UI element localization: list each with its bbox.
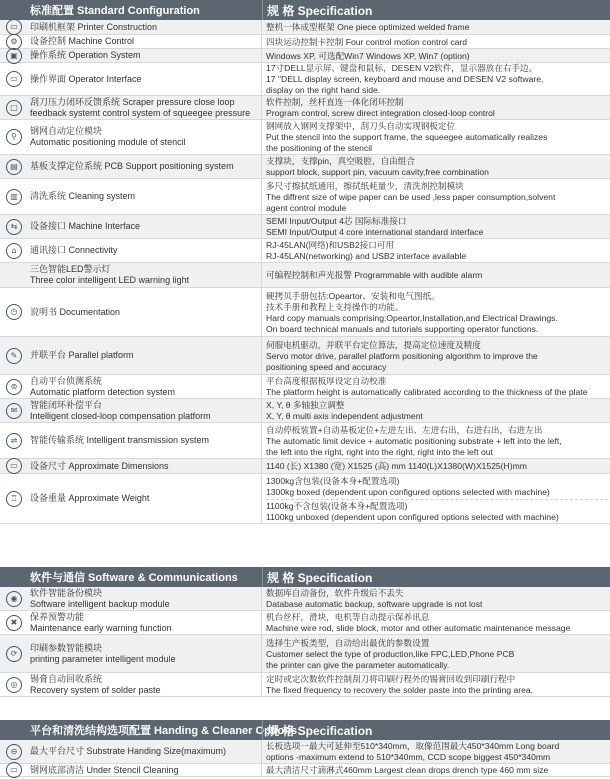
system-icon — [6, 48, 22, 64]
icon-glyph: ▭ — [10, 765, 18, 774]
feature-cell — [0, 288, 262, 336]
feature-label — [30, 765, 179, 776]
icon-glyph: □ — [10, 102, 18, 112]
spec-line: Servo motor drive, parallel platform positioning algorithm to improve the — [266, 350, 538, 361]
platform-icon — [6, 348, 22, 364]
icon-glyph: ▭ — [10, 461, 18, 470]
spec-line: 选择生产板类型，自动给出最优的参数设置 — [266, 637, 430, 648]
spec-line: 1100kg不含包装(设备本身+配置选项) — [266, 500, 408, 511]
icon-glyph: ⚲ — [11, 132, 17, 141]
spec-line: the printer can give the parameter automatically. — [266, 659, 450, 670]
icon-glyph: ▣ — [10, 50, 18, 60]
feature-label-line: 设备重量 Approximate Weight — [30, 493, 150, 503]
spec-line: 可编程控制和声光报警 Programmable with audible alarm — [266, 270, 483, 280]
feature-label — [30, 461, 169, 472]
feature-cell — [0, 179, 262, 214]
spec-line: 钢网放入钢网支撑架中，刮刀头自动实现钢板定位 — [266, 121, 456, 131]
feature-cell — [0, 423, 262, 458]
feature-label-line: 智能闭环补偿平台 — [30, 399, 103, 410]
table-row — [0, 337, 610, 375]
spec-table — [0, 587, 610, 697]
spec-line: 17 "DELL display screen, keyboard and mouse and DESEN V2 software, — [266, 74, 544, 84]
drench-icon — [6, 762, 22, 778]
icon-glyph: ⇆ — [10, 221, 18, 231]
feature-label — [30, 307, 120, 318]
spec-line: 数据库自动备份，软件升级后不丢失 — [266, 588, 404, 598]
spec-line: The automatic limit device + automatic positioning substrate + left into the left, — [266, 435, 562, 446]
feature-cell — [0, 263, 262, 287]
network-icon — [6, 243, 22, 259]
specification-cell — [262, 587, 610, 610]
spec-line: positioning speed and accuracy — [266, 361, 387, 372]
section-title: 软件与通信 Software & Communications — [30, 572, 238, 584]
cleaning-icon — [6, 189, 22, 205]
table-row — [0, 120, 610, 155]
feature-label — [30, 746, 226, 757]
feature-label-line: 操作界面 Operator Interface — [30, 73, 142, 84]
spec-line: X, Y, θ 多轴独立调整 — [266, 400, 345, 410]
feature-label-line: 钢网自动定位模块 — [30, 126, 103, 136]
spec-line: RJ-45LAN(networking) and USB2 interface available — [266, 251, 467, 261]
icon-glyph: ▤ — [10, 161, 18, 171]
section-title: 标准配置 Standard Configuration — [30, 5, 200, 17]
spec-line: 长板选项一最大可延伸至510*340mm，取像范围最大450*340mm Long board — [266, 741, 560, 751]
table-row — [0, 155, 610, 179]
feature-label-line: 设备尺寸 Approximate Dimensions — [30, 460, 169, 471]
compensation-icon — [6, 403, 22, 419]
feature-label — [30, 22, 157, 33]
feature-label — [30, 221, 140, 232]
feature-label — [30, 435, 209, 446]
specification-cell — [262, 263, 610, 287]
spec-line: 机台丝杆，滑块，电机等自动提示保养讯息 — [266, 612, 430, 622]
feature-cell — [0, 764, 262, 776]
feature-label-line: 设备接口 Machine Interface — [30, 221, 141, 231]
table-row — [0, 215, 610, 239]
specification-cell — [262, 215, 610, 238]
spec-line: agent control module — [266, 202, 347, 213]
spec-line: 1300kg boxed (dependent upon configured options selected with machine) — [266, 486, 550, 497]
specification-cell — [262, 740, 610, 763]
table-row — [0, 459, 610, 474]
specification-cell — [262, 459, 610, 473]
icon-glyph: ⊖ — [10, 746, 18, 756]
feature-label-line: 清洗系统 Cleaning system — [30, 191, 136, 201]
handing-cleaner-options-section — [0, 720, 610, 777]
spec-line: 1140 (长) X1380 (宽) X1525 (高) mm 1140(L)X1380(W)X1525(H)mm — [266, 461, 527, 471]
spec-line: X, Y, θ multi axis independent adjustment — [266, 411, 423, 421]
feature-label-line: 三色智能LED警示灯 — [30, 264, 111, 274]
specification-cell — [262, 179, 610, 214]
feature-cell — [0, 20, 262, 34]
feature-label-line: 设备控制 Machine Control — [30, 36, 135, 46]
feature-cell — [0, 635, 262, 672]
blank-icon — [6, 267, 22, 283]
spec-line: 伺服电机驱动，并联平台定位算法，提高定位速度及精度 — [266, 339, 481, 350]
feature-label-line: feedback systemt control system of squeegee pressure — [30, 107, 251, 118]
spec-line: 硬拷贝手册包括:Opeartor、安装和电气图纸。 — [266, 290, 440, 301]
table-row — [0, 96, 610, 120]
feature-label-line: 刮刀压力闭环反馈系统 Scraper pressure close loop — [30, 96, 235, 107]
feature-label — [30, 74, 142, 85]
feature-label-line: Maintenance early warning function — [30, 622, 172, 633]
icon-glyph: ✎ — [10, 350, 18, 360]
feature-label-line: 说明书 Documentation — [30, 306, 121, 317]
table-row — [0, 611, 610, 635]
feature-cell — [0, 474, 262, 523]
spec-line: 技术手册和教程上支持操作的功能。 — [266, 301, 404, 312]
spec-subrow — [266, 500, 608, 524]
specification-cell — [262, 399, 610, 422]
feature-cell — [0, 587, 262, 610]
specification-header: 规 格 Specification — [262, 0, 610, 20]
spec-line: The fixed frequency to recovery the solder paste into the printing area. — [266, 685, 534, 695]
squeegee-icon — [6, 100, 22, 116]
specification-cell — [262, 474, 610, 523]
spec-line: 软件控制，丝杆直连一体化闭环控制 — [266, 97, 404, 107]
table-row — [0, 673, 610, 697]
feature-label-line: 智能传输系统 Intelligent transmission system — [30, 435, 210, 445]
table-row — [0, 239, 610, 263]
specification-cell — [262, 673, 610, 696]
spec-line: 自动停板装置+自动基板定位+左进左出、左进右出，右进右出，右进左出 — [266, 424, 543, 435]
icon-glyph: ◎ — [10, 679, 18, 689]
feature-cell — [0, 740, 262, 763]
specification-cell — [262, 239, 610, 262]
table-row — [0, 49, 610, 63]
feature-label-line: 自动平台侦测系统 — [30, 375, 103, 386]
spec-line: 定时或定次数软件控制刮刀将印刷行程外的锡膏回收到印刷行程中 — [266, 674, 516, 684]
spec-line: the left into the right, right into the right, right into the left out — [266, 446, 493, 457]
feature-label-line: Software intelligent backup module — [30, 598, 170, 609]
spec-line: options -maximum extend to 510*340mm, CCD scope biggest 450*340mm — [266, 752, 551, 762]
dimension-icon — [6, 458, 22, 474]
table-row — [0, 423, 610, 459]
spec-line: 平台高度根据板厚设定自动校准 — [266, 376, 387, 386]
spec-line: Customer select the type of production,like FPC,LED,Phone PCB — [266, 648, 515, 659]
spec-line: Put the stencil into the support frame, the squeegee automatically realizes — [266, 132, 548, 142]
feature-label-line: 锡膏自动回收系统 — [30, 673, 103, 684]
feature-label-line: 最大平台尺寸 Substrate Handing Size(maximum) — [30, 746, 227, 756]
feature-cell — [0, 215, 262, 238]
specification-cell — [262, 63, 610, 95]
feature-label — [30, 588, 170, 610]
spec-line: On board technical manuals and tutorials supporting operator functions. — [266, 323, 539, 334]
feature-label-line: Three color intelligent LED warning light — [30, 275, 190, 285]
spec-subrow — [266, 475, 608, 500]
feature-label-line: 保养预警功能 — [30, 611, 85, 622]
feature-label — [30, 126, 186, 148]
specification-cell — [262, 96, 610, 119]
specification-header: 规 格 Specification — [262, 567, 610, 587]
feature-label-line: printing parameter intelligent module — [30, 653, 176, 664]
spec-line: Windows XP, 可选配Win7 Windows XP, Win7 (option) — [266, 50, 470, 61]
spec-line: 四块运动控制卡控制 Four control motion control card — [266, 36, 468, 47]
specification-cell — [262, 288, 610, 336]
table-row — [0, 263, 610, 288]
section-title: 平台和清洗结构选项配置 Handing & Cleaner Options — [30, 725, 298, 737]
table-row — [0, 399, 610, 423]
feature-label-line: 软件智能备份模块 — [30, 587, 103, 598]
spec-table — [0, 740, 610, 777]
spec-line: display on the right hand side. — [266, 85, 381, 95]
wrench-icon — [6, 615, 22, 631]
weight-icon — [6, 491, 22, 507]
section-header — [0, 0, 610, 20]
feature-cell — [0, 375, 262, 398]
icon-glyph: ✉ — [10, 405, 18, 415]
transmission-icon — [6, 433, 22, 449]
icon-glyph: ✖ — [10, 617, 18, 627]
feature-cell — [0, 611, 262, 634]
feature-label-line: Intelligent closed-loop compensation platform — [30, 410, 211, 421]
table-row — [0, 63, 610, 96]
recycle-icon — [6, 677, 22, 693]
feature-label-line: Recovery system of solder paste — [30, 684, 161, 695]
feature-label-line: Automatic platform detection system — [30, 386, 176, 397]
feature-label — [30, 264, 189, 286]
specification-cell — [262, 20, 610, 34]
spec-line: 最大清洁尺寸滴淋式460mm Largest clean drops drench type 460 mm size — [266, 765, 549, 775]
specification-cell — [262, 49, 610, 62]
icon-glyph: ▥ — [10, 191, 18, 201]
icon-glyph: ◷ — [10, 307, 18, 316]
feature-cell — [0, 49, 262, 62]
feature-label — [30, 97, 250, 119]
icon-glyph: ⟳ — [10, 648, 18, 658]
feature-label-line: 钢网底部清洁 Under Stencil Cleaning — [30, 764, 179, 775]
specification-cell — [262, 764, 610, 776]
icon-glyph: ⇌ — [10, 435, 18, 445]
feature-cell — [0, 120, 262, 154]
print-param-icon — [6, 646, 22, 662]
detect-icon — [6, 379, 22, 395]
feature-label — [30, 161, 234, 172]
feature-cell — [0, 155, 262, 178]
interface-icon — [6, 219, 22, 235]
feature-label-line: 印刷机框架 Printer Construction — [30, 21, 158, 32]
specification-cell — [262, 337, 610, 374]
table-row — [0, 35, 610, 49]
specification-cell — [262, 35, 610, 48]
spec-line: RJ-45LAN(网络)和USB2接口可用 — [266, 240, 394, 250]
spec-line: 1300kg含包装(设备本身+配置选项) — [266, 475, 400, 486]
spec-line: Machine wire rod, slide block, motor and other automatic maintenance message — [266, 623, 571, 633]
feature-label — [30, 376, 175, 398]
feature-label — [30, 643, 176, 665]
icon-glyph: ◉ — [10, 593, 18, 603]
icon-glyph: ▭ — [10, 22, 18, 31]
feature-cell — [0, 63, 262, 95]
feature-label-line: 通讯接口 Connectivity — [30, 245, 118, 255]
specification-cell — [262, 375, 610, 398]
specification-cell — [262, 635, 610, 672]
spec-table — [0, 20, 610, 524]
feature-label-line: Automatic positioning module of stencil — [30, 137, 186, 147]
feature-label-line: 印刷参数智能模块 — [30, 642, 103, 653]
feature-label — [30, 191, 135, 202]
feature-cell — [0, 35, 262, 48]
feature-label — [30, 50, 141, 61]
spec-line: 支撑块，支撑pin，真空吸腔，自由组合 — [266, 156, 415, 166]
icon-glyph: ⚙ — [10, 36, 18, 46]
specification-cell — [262, 423, 610, 458]
spec-line: Database automatic backup, software upgrade is not lost — [266, 599, 483, 609]
table-row — [0, 635, 610, 673]
table-row — [0, 474, 610, 524]
stencil-icon — [6, 129, 22, 145]
icon-glyph: ⊚ — [10, 381, 18, 391]
table-row — [0, 288, 610, 337]
section-header — [0, 720, 610, 740]
spec-line: Hard copy manuals comprising:Opeartor,Installation,and Electrical Drawings. — [266, 312, 558, 323]
feature-label-line: 并联平台 Parallel platform — [30, 350, 134, 360]
software-communications-section — [0, 567, 610, 697]
feature-cell — [0, 673, 262, 696]
spec-line: The diffrent size of wipe paper can be used ,less paper consumption,solvent — [266, 191, 556, 202]
spec-line: The platform height is automatically calibrated according to the thickness of the plate — [266, 387, 588, 397]
feature-cell — [0, 337, 262, 374]
feature-label — [30, 674, 161, 696]
table-row — [0, 740, 610, 764]
table-row — [0, 764, 610, 777]
table-row — [0, 375, 610, 399]
spec-line: SEMI Input/Output 4芯 国际标准接口 — [266, 216, 407, 226]
feature-cell — [0, 239, 262, 262]
spec-line: Program control, screw direct integration closed-loop control — [266, 108, 495, 118]
feature-cell — [0, 399, 262, 422]
spec-line: 整机一体成型框架 One piece optimized welded frame — [266, 22, 470, 32]
spec-line: the positioning of the stencil — [266, 143, 373, 153]
table-row — [0, 20, 610, 35]
feature-label-line: 操作系统 Operation System — [30, 50, 141, 60]
icon-glyph: ⌂ — [11, 245, 17, 255]
substrate-icon — [6, 744, 22, 760]
feature-cell — [0, 459, 262, 473]
specification-cell — [262, 155, 610, 178]
spec-line: 17寸DELL显示屏、键盘和鼠标，DESEN V2软件，显示器放在右手边。 — [266, 63, 538, 73]
monitor-icon — [6, 71, 22, 87]
section-header — [0, 567, 610, 587]
specification-cell — [262, 120, 610, 154]
table-row — [0, 179, 610, 215]
feature-label — [30, 350, 134, 361]
feature-label — [30, 245, 118, 256]
icon-glyph: ♖ — [10, 493, 18, 503]
specification-header: 规 格 Specification — [262, 720, 610, 740]
icon-glyph: ▭ — [10, 74, 18, 83]
spec-line: 1100kg unboxed (dependent upon configured options selected with machine) — [266, 511, 559, 522]
manual-icon — [6, 304, 22, 320]
feature-label-line: 基板支撑定位系统 PCB Support positioning system — [30, 161, 234, 171]
spec-line: support block, support pin, vacuum cavity,free combination — [266, 167, 489, 177]
spec-line: SEMI Input/Output 4 core international standard interface — [266, 227, 484, 237]
table-row — [0, 587, 610, 611]
feature-label — [30, 36, 134, 47]
support-icon — [6, 159, 22, 175]
specification-cell — [262, 611, 610, 634]
spec-line: 多尺寸擦拭纸通用，擦拭纸耗量少，清洗剂控制模块 — [266, 180, 464, 191]
backup-icon — [6, 591, 22, 607]
feature-label — [30, 400, 211, 422]
feature-cell — [0, 96, 262, 119]
frame-icon — [6, 19, 22, 35]
feature-label — [30, 493, 149, 504]
feature-label — [30, 612, 172, 634]
